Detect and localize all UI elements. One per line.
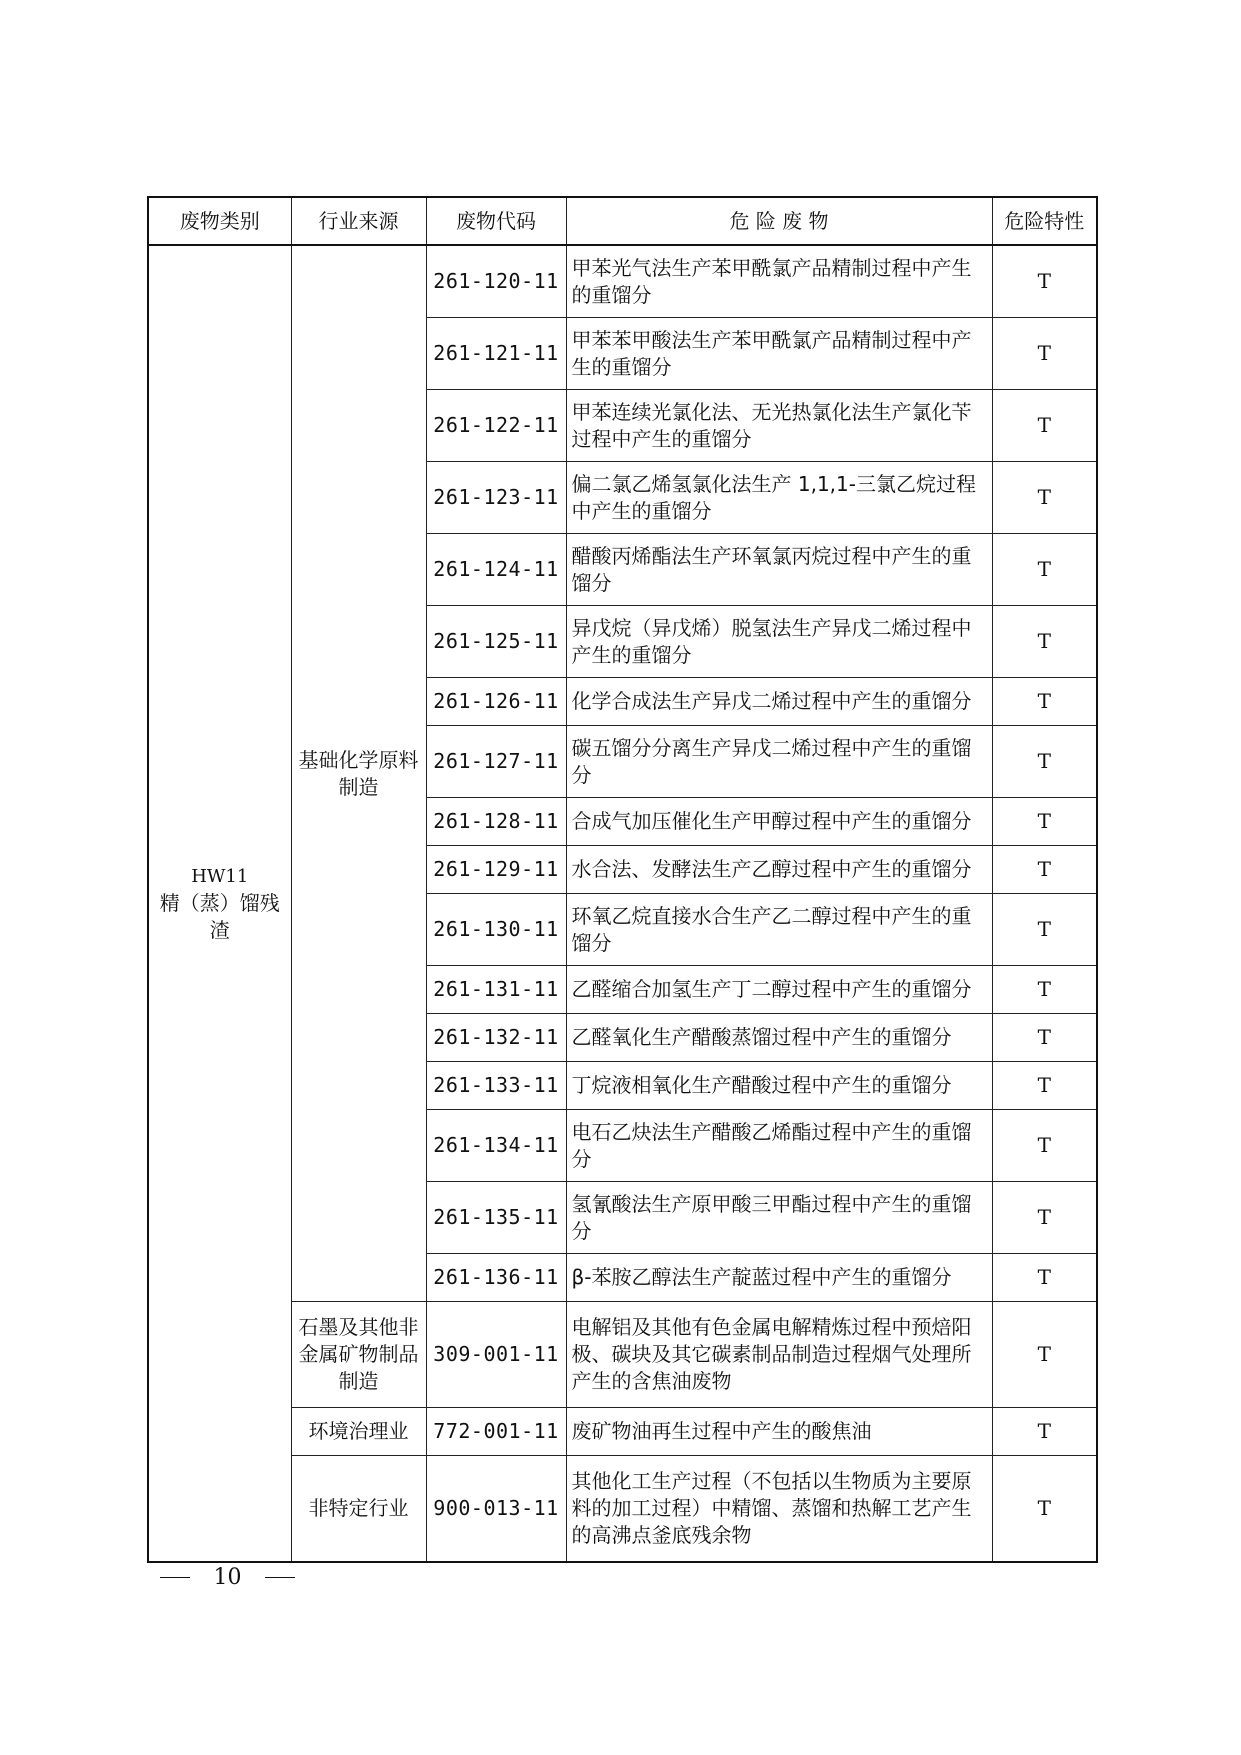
page-number-left-dash (160, 1577, 190, 1578)
hazard-characteristic: T (992, 726, 1097, 798)
waste-description: 碳五馏分分离生产异戊二烯过程中产生的重馏分 (566, 726, 992, 798)
hazard-characteristic: T (992, 1302, 1097, 1408)
waste-description: 合成气加压催化生产甲醇过程中产生的重馏分 (566, 798, 992, 846)
waste-code: 900-013-11 (426, 1456, 566, 1563)
table-header-row (148, 197, 1097, 245)
header-category: 废物类别 (148, 197, 291, 245)
waste-code: 261-136-11 (426, 1254, 566, 1302)
hazard-characteristic: T (992, 1254, 1097, 1302)
hazard-characteristic: T (992, 966, 1097, 1014)
waste-code: 261-135-11 (426, 1182, 566, 1254)
hazard-characteristic: T (992, 390, 1097, 462)
category-name: 精（蒸）馏残渣 (159, 891, 280, 942)
hazard-characteristic: T (992, 678, 1097, 726)
waste-description: 甲苯连续光氯化法、无光热氯化法生产氯化苄过程中产生的重馏分 (566, 390, 992, 462)
waste-code: 261-122-11 (426, 390, 566, 462)
waste-description: 偏二氯乙烯氢氯化法生产 1,1,1-三氯乙烷过程中产生的重馏分 (566, 462, 992, 534)
waste-description: 化学合成法生产异戊二烯过程中产生的重馏分 (566, 678, 992, 726)
hazard-characteristic: T (992, 1456, 1097, 1563)
hazard-characteristic: T (992, 1110, 1097, 1182)
waste-description: 电解铝及其他有色金属电解精炼过程中预焙阳极、碳块及其它碳素制品制造过程烟气处理所产生的含焦油废物 (566, 1302, 992, 1408)
table-row (148, 1408, 1097, 1456)
hazardous-waste-table (147, 196, 1098, 1563)
waste-code: 261-131-11 (426, 966, 566, 1014)
waste-code: 261-128-11 (426, 798, 566, 846)
hazard-characteristic: T (992, 1062, 1097, 1110)
waste-code: 261-132-11 (426, 1014, 566, 1062)
waste-code: 261-133-11 (426, 1062, 566, 1110)
waste-description: 醋酸丙烯酯法生产环氧氯丙烷过程中产生的重馏分 (566, 534, 992, 606)
waste-code: 261-130-11 (426, 894, 566, 966)
waste-description: 乙醛氧化生产醋酸蒸馏过程中产生的重馏分 (566, 1014, 992, 1062)
table-row (148, 1302, 1097, 1408)
table-row (148, 1456, 1097, 1563)
hazard-characteristic: T (992, 245, 1097, 318)
table-row (148, 245, 1097, 318)
waste-code: 772-001-11 (426, 1408, 566, 1456)
waste-code: 261-125-11 (426, 606, 566, 678)
category-code: HW11 (191, 866, 249, 887)
industry-cell: 石墨及其他非金属矿物制品制造 (291, 1302, 426, 1408)
waste-code: 261-127-11 (426, 726, 566, 798)
waste-description: 水合法、发酵法生产乙醇过程中产生的重馏分 (566, 846, 992, 894)
hazard-characteristic: T (992, 462, 1097, 534)
waste-description: 甲苯苯甲酸法生产苯甲酰氯产品精制过程中产生的重馏分 (566, 318, 992, 390)
hazard-characteristic: T (992, 534, 1097, 606)
hazard-characteristic: T (992, 894, 1097, 966)
header-waste: 危 险 废 物 (566, 197, 992, 245)
hazard-characteristic: T (992, 606, 1097, 678)
waste-description: 异戊烷（异戊烯）脱氢法生产异戊二烯过程中产生的重馏分 (566, 606, 992, 678)
waste-description: 电石乙炔法生产醋酸乙烯酯过程中产生的重馏分 (566, 1110, 992, 1182)
hazard-characteristic: T (992, 318, 1097, 390)
waste-code: 261-121-11 (426, 318, 566, 390)
industry-cell: 基础化学原料制造 (291, 245, 426, 1302)
page-number: 10 (213, 1564, 242, 1590)
waste-code: 261-120-11 (426, 245, 566, 318)
page-number-footer (160, 1562, 295, 1592)
waste-code: 309-001-11 (426, 1302, 566, 1408)
waste-code: 261-124-11 (426, 534, 566, 606)
waste-description: 乙醛缩合加氢生产丁二醇过程中产生的重馏分 (566, 966, 992, 1014)
waste-description: 氢氰酸法生产原甲酸三甲酯过程中产生的重馏分 (566, 1182, 992, 1254)
waste-description: 甲苯光气法生产苯甲酰氯产品精制过程中产生的重馏分 (566, 245, 992, 318)
page-number-right-dash (265, 1577, 295, 1578)
waste-description: 其他化工生产过程（不包括以生物质为主要原料的加工过程）中精馏、蒸馏和热解工艺产生的高沸点釜底残余物 (566, 1456, 992, 1563)
hazard-characteristic: T (992, 1408, 1097, 1456)
waste-code: 261-126-11 (426, 678, 566, 726)
header-code: 废物代码 (426, 197, 566, 245)
waste-description: 丁烷液相氧化生产醋酸过程中产生的重馏分 (566, 1062, 992, 1110)
waste-code: 261-129-11 (426, 846, 566, 894)
hazard-characteristic: T (992, 846, 1097, 894)
hazard-characteristic: T (992, 798, 1097, 846)
category-cell (148, 245, 291, 1562)
industry-cell: 环境治理业 (291, 1408, 426, 1456)
waste-code: 261-123-11 (426, 462, 566, 534)
hazard-characteristic: T (992, 1182, 1097, 1254)
header-industry: 行业来源 (291, 197, 426, 245)
waste-code: 261-134-11 (426, 1110, 566, 1182)
waste-description: β-苯胺乙醇法生产靛蓝过程中产生的重馏分 (566, 1254, 992, 1302)
waste-description: 环氧乙烷直接水合生产乙二醇过程中产生的重馏分 (566, 894, 992, 966)
hazard-characteristic: T (992, 1014, 1097, 1062)
waste-description: 废矿物油再生过程中产生的酸焦油 (566, 1408, 992, 1456)
industry-cell: 非特定行业 (291, 1456, 426, 1563)
header-hazard: 危险特性 (992, 197, 1097, 245)
